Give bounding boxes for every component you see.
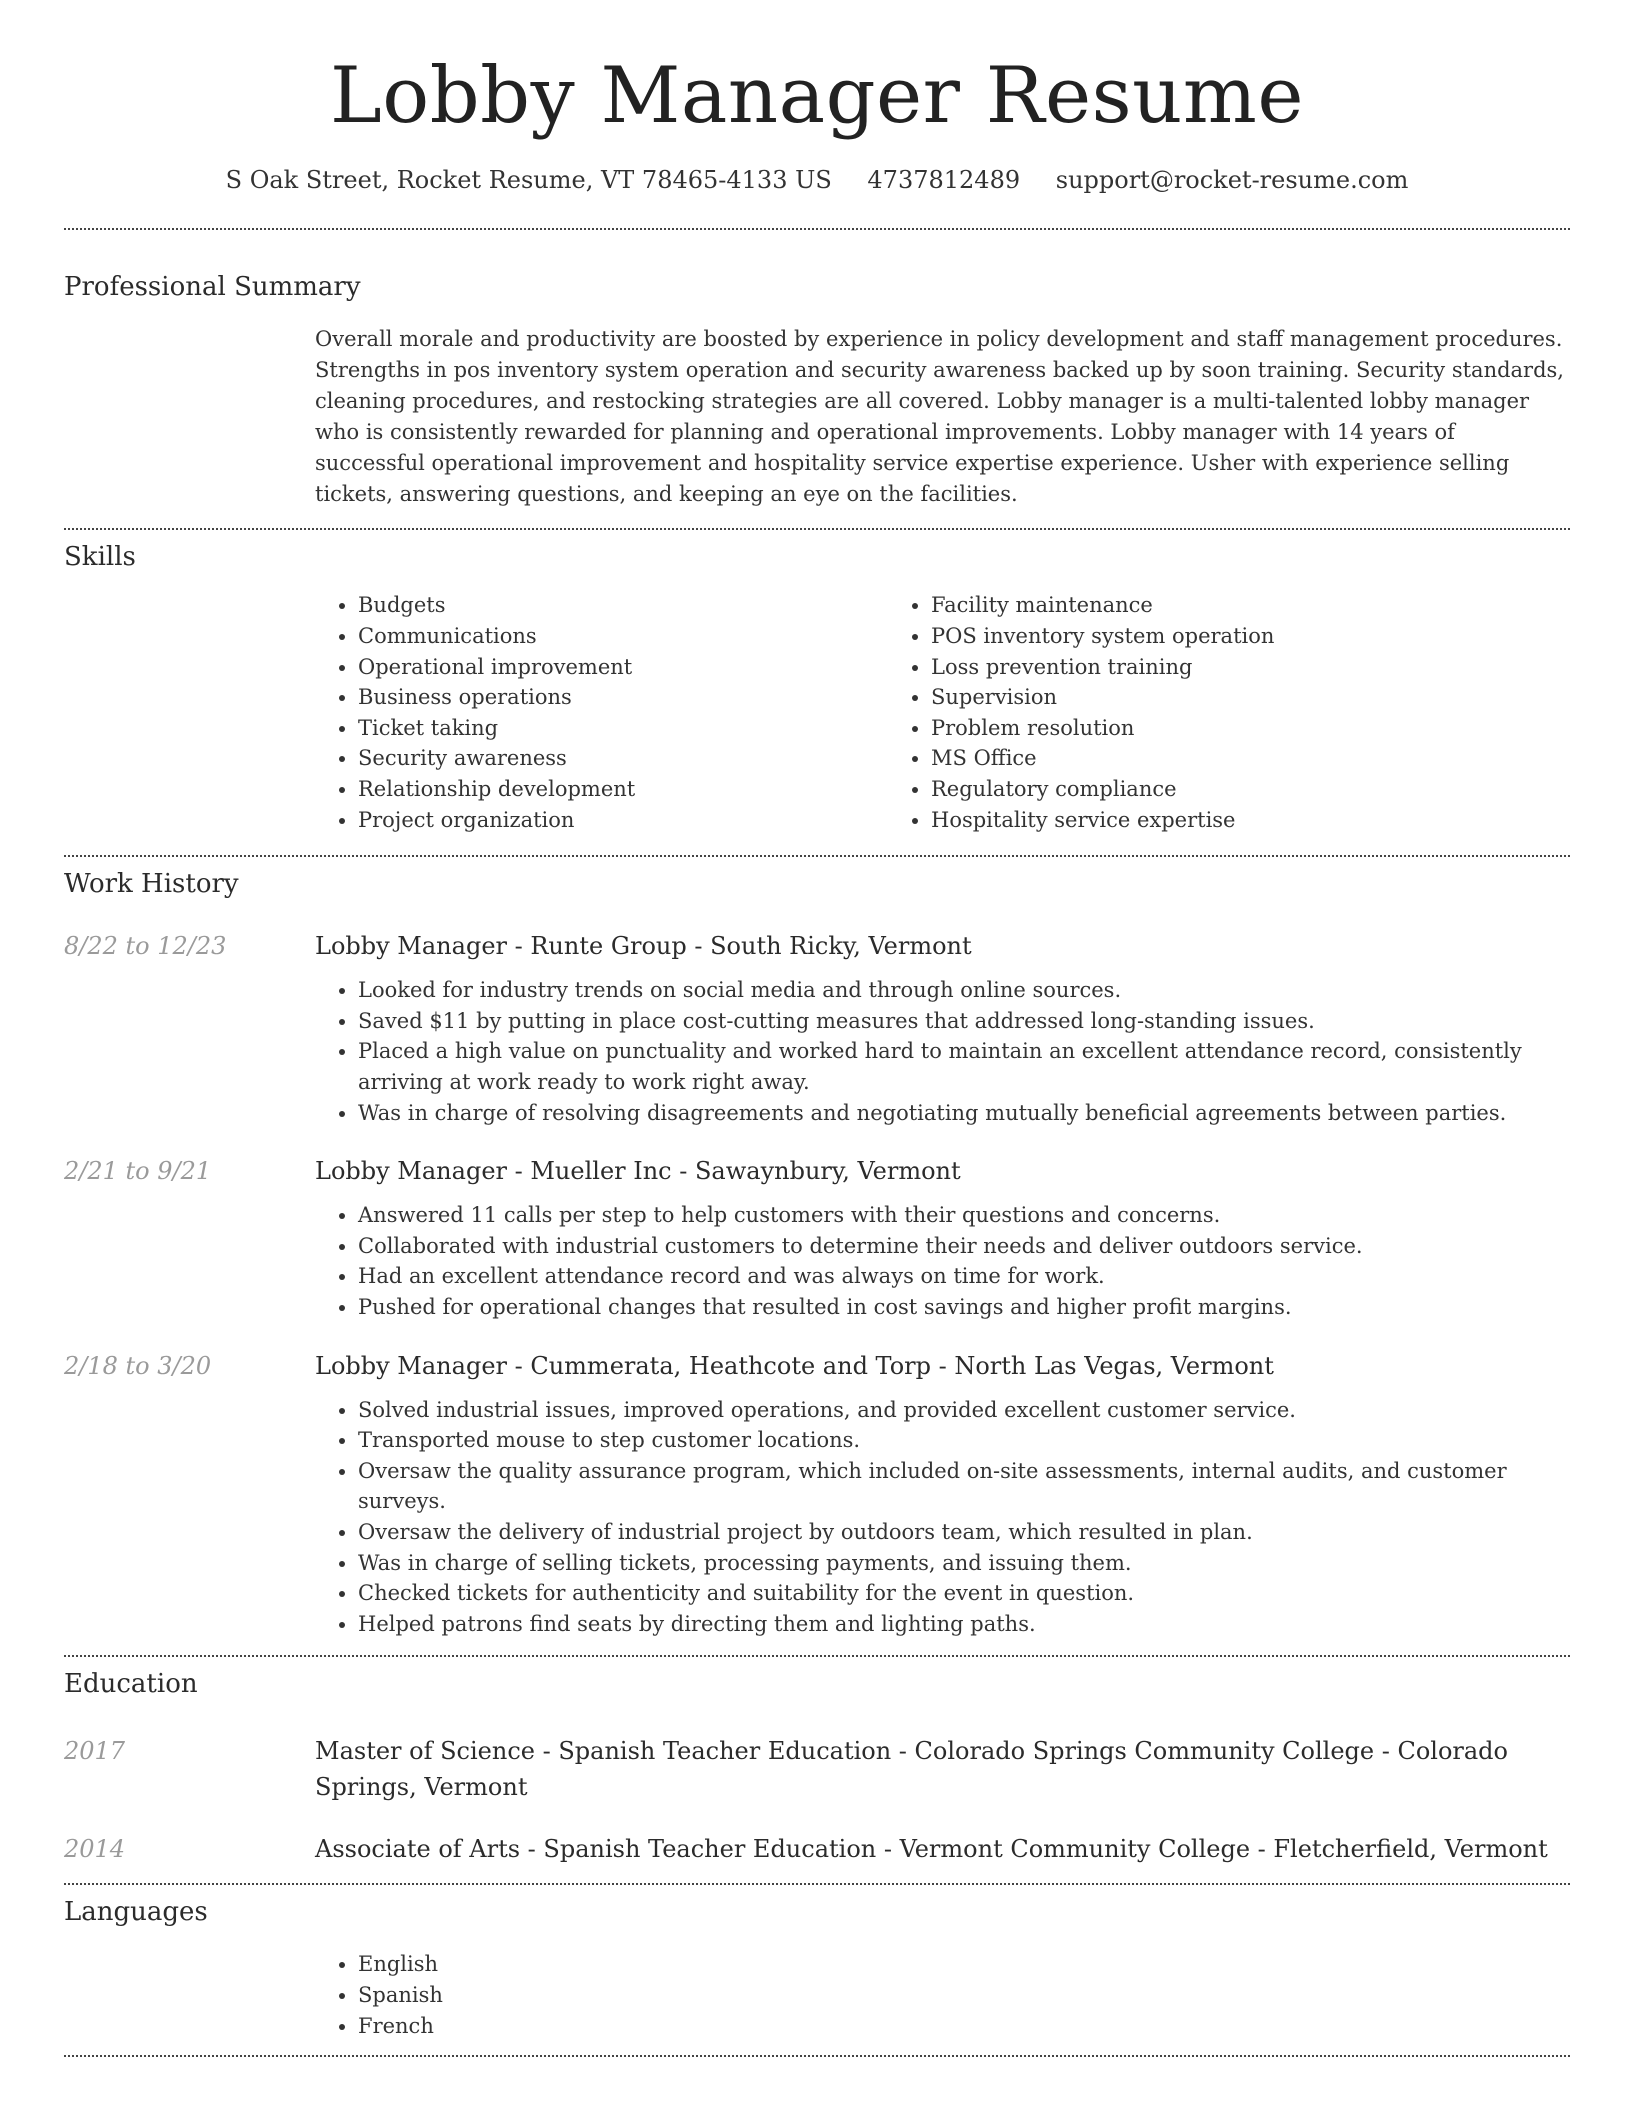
skill-item: • Problem resolution (931, 713, 1488, 744)
education-entry (64, 1733, 1570, 1805)
job-bullet: • Pushed for operational changes that resulted in cost savings and higher profit margins. (358, 1292, 1570, 1323)
language-item: • French (358, 2011, 1570, 2042)
skill-item: • Loss prevention training (931, 652, 1488, 683)
job-bullet: • Helped patrons find seats by directing them and lighting paths. (358, 1609, 1570, 1640)
job-bullet: • Transported mouse to step customer locations. (358, 1425, 1570, 1456)
section-title-languages: Languages (64, 1897, 208, 1928)
section-title-skills: Skills (64, 542, 136, 573)
job-bullet: • Had an excellent attendance record and was always on time for work. (358, 1261, 1570, 1292)
job-entry (64, 929, 1570, 1128)
divider (64, 228, 1570, 230)
skill-item: • Budgets (358, 590, 888, 621)
job-details (315, 1349, 1570, 1640)
skill-item: • MS Office (931, 743, 1488, 774)
skill-item: • Facility maintenance (931, 590, 1488, 621)
language-item: • English (358, 1949, 1570, 1980)
skills-column-right (888, 590, 1488, 835)
job-dates: 8/22 to 12/23 (64, 932, 227, 961)
contact-email: support@rocket-resume.com (1055, 165, 1409, 194)
skill-item: • Communications (358, 621, 888, 652)
contact-address: S Oak Street, Rocket Resume, VT 78465-4133 US (225, 165, 832, 194)
job-bullet: • Oversaw the delivery of industrial project by outdoors team, which resulted in plan. (358, 1517, 1570, 1548)
contact-line (64, 166, 1570, 195)
job-details (315, 929, 1570, 1128)
skill-item: • Supervision (931, 682, 1488, 713)
summary-text: Overall morale and productivity are boosted by experience in policy development and staff management procedures. Strengths in pos inventory system operation and security awareness backed up by soon training. Security standards, cleaning procedures, and restocking strategies are all covered. Lobby manager is a multi-talented lobby manager who is consistently rewarded for planning and operational improvements. Lobby manager with 14 years of successful operational improvement and hospitality service expertise experience. Usher with experience selling tickets, answering questions, and keeping an eye on the facilities. (315, 327, 1564, 507)
job-bullet: • Was in charge of selling tickets, processing payments, and issuing them. (358, 1548, 1570, 1579)
resume-page (64, 0, 1570, 2057)
job-title: Lobby Manager - Mueller Inc - Sawaynbury, Vermont (315, 1157, 961, 1186)
skill-item: • Relationship development (358, 774, 888, 805)
job-bullet: • Collaborated with industrial customers to determine their needs and deliver outdoors service. (358, 1231, 1570, 1262)
work-history-list (64, 929, 1570, 1639)
job-dates: 2/18 to 3/20 (64, 1351, 212, 1380)
divider (64, 1655, 1570, 1657)
job-bullet: • Saved $11 by putting in place cost-cutting measures that addressed long-standing issues. (358, 1006, 1570, 1037)
divider (64, 855, 1570, 857)
skill-item: • Security awareness (358, 743, 888, 774)
skills-list (315, 590, 1570, 835)
skill-item: • Business operations (358, 682, 888, 713)
education-year: 2014 (64, 1835, 126, 1864)
divider (64, 528, 1570, 530)
job-bullet: • Answered 11 calls per step to help customers with their questions and concerns. (358, 1200, 1570, 1231)
job-details (315, 1154, 1570, 1322)
section-title-summary: Professional Summary (64, 272, 361, 303)
section-title-education: Education (64, 1669, 198, 1700)
job-entry (64, 1349, 1570, 1640)
education-year: 2017 (64, 1737, 126, 1766)
languages-list (315, 1949, 1570, 2041)
language-item: • Spanish (358, 1980, 1570, 2011)
section-title-work-history: Work History (64, 869, 239, 900)
education-details: Master of Science - Spanish Teacher Education - Colorado Springs Community College - Colorado Springs, Vermont (315, 1737, 1508, 1802)
job-bullet: • Placed a high value on punctuality and worked hard to maintain an excellent attendance record, consistently arriving at work ready to work right away. (358, 1036, 1570, 1097)
job-title: Lobby Manager - Runte Group - South Ricky, Vermont (315, 932, 972, 961)
job-entry (64, 1154, 1570, 1322)
skills-column-left (315, 590, 888, 835)
skill-item: • Project organization (358, 805, 888, 836)
divider (64, 2055, 1570, 2057)
contact-phone: 4737812489 (867, 165, 1021, 194)
skill-item: • Operational improvement (358, 652, 888, 683)
education-details: Associate of Arts - Spanish Teacher Education - Vermont Community College - Fletcherfield, Vermont (315, 1835, 1548, 1864)
skill-item: • Hospitality service expertise (931, 805, 1488, 836)
skill-item: • POS inventory system operation (931, 621, 1488, 652)
page-title: Lobby Manager Resume (329, 51, 1305, 141)
job-bullet: • Was in charge of resolving disagreements and negotiating mutually beneficial agreements between parties. (358, 1098, 1570, 1129)
skill-item: • Regulatory compliance (931, 774, 1488, 805)
job-bullet: • Oversaw the quality assurance program, which included on-site assessments, internal audits, and customer surveys. (358, 1456, 1570, 1517)
skill-item: • Ticket taking (358, 713, 888, 744)
job-bullet: • Checked tickets for authenticity and suitability for the event in question. (358, 1578, 1570, 1609)
divider (64, 1883, 1570, 1885)
job-bullet: • Solved industrial issues, improved operations, and provided excellent customer service. (358, 1395, 1570, 1426)
job-title: Lobby Manager - Cummerata, Heathcote and Torp - North Las Vegas, Vermont (315, 1351, 1274, 1380)
job-dates: 2/21 to 9/21 (64, 1157, 212, 1186)
job-bullet: • Looked for industry trends on social media and through online sources. (358, 975, 1570, 1006)
education-entry (64, 1831, 1570, 1867)
